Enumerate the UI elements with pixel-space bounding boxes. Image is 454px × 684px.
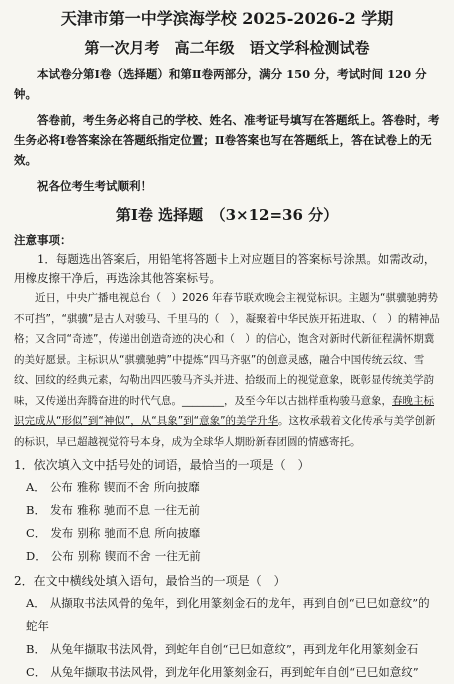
q2-option-c: C． 从兔年撷取书法风骨，到龙年化用篆刻金石，再到蛇年自创“已巳如意纹” (26, 665, 419, 679)
passage-text-a: 近日，中央广播电视总台（ ）2026 年春节联欢晚会主视觉标识。主题为“骐骥驰骋势不可挡”，“骐骥”是古人对骏马、千里马的（ ），凝聚着中华民族开拓进取、（ ）的精神品格；又含同“奇迹”，传递出创造奇迹的决心和（ ）的信心，饱含对新时代新征程满怀期冀的美好愿景。主标识从“骐骥驰骋”中提炼“四马齐驱”的创意灵感，融合中国传统云纹、雪纹、回纹的经典元素，勾勒出四匹骏马齐头并进、拾级而上的视觉意象，既彰显传统美学韵味，又传递出奔腾奋进的时代气息。________，及至今年以古拙样重构骏马意象， (14, 292, 440, 407)
question-2-stem: 2．在文中横线处填入语句，最恰当的一项是（ ） (14, 574, 286, 588)
q1-option-d: D． 公布 别称 锲而不舍 一往无前 (26, 549, 201, 563)
notice-item-1: 1．每题选出答案后，用铅笔将答题卡上对应题目的答案标号涂黑。如需改动，用橡皮擦干净后，再选涂其他答案标号。 (14, 252, 436, 285)
q1-option-b: B． 发布 雅称 驰而不息 一往无前 (26, 503, 200, 517)
question-1-stem: 1．依次填入文中括号处的词语，最恰当的一项是（ ） (14, 458, 310, 472)
reading-passage (14, 288, 440, 452)
notice-label: 注意事项： (14, 233, 72, 247)
q2-option-a: A． 从撷取书法风骨的兔年，到化用篆刻金石的龙年，再到自创“已巳如意纹”的蛇年 (26, 596, 430, 633)
intro-line-2: 答卷前，考生务必将自己的学校、姓名、准考证号填写在答题纸上。答卷时，考生务必将Ⅰ卷答案涂在答题纸指定位置；Ⅱ卷答案也写在答题纸上，答在试卷上的无效。 (14, 113, 440, 167)
passage-text-b: 。这枚承载着文化传承与美学创新的标识，早已超越视觉符号本身，成为全球华人期盼新春团圆的情感寄托。 (14, 415, 436, 448)
section-title: 第Ⅰ卷 选择题 （3×12=36 分） (115, 206, 339, 224)
exam-title: 第一次月考 高二年级 语文学科检测试卷 (84, 39, 370, 57)
passage-underlined-sentence: 春晚主标识完成从“形似”到“神似”，从“具象”到“意象”的美学升华 (14, 394, 434, 427)
intro-line-3: 祝各位考生考试顺利！ (37, 179, 152, 193)
q2-option-b: B． 从兔年撷取书法风骨，到蛇年自创“已巳如意纹”，再到龙年化用篆刻金石 (26, 642, 419, 656)
q1-option-a: A． 公布 雅称 锲而不舍 所向披靡 (26, 480, 200, 494)
school-title: 天津市第一中学滨海学校 2025-2026-2 学期 (60, 9, 394, 28)
intro-line-1: 本试卷分第Ⅰ卷（选择题）和第Ⅱ卷两部分，满分 150 分，考试时间 120 分钟。 (14, 67, 427, 101)
q1-option-c: C． 发布 别称 驰而不息 所向披靡 (26, 526, 201, 540)
